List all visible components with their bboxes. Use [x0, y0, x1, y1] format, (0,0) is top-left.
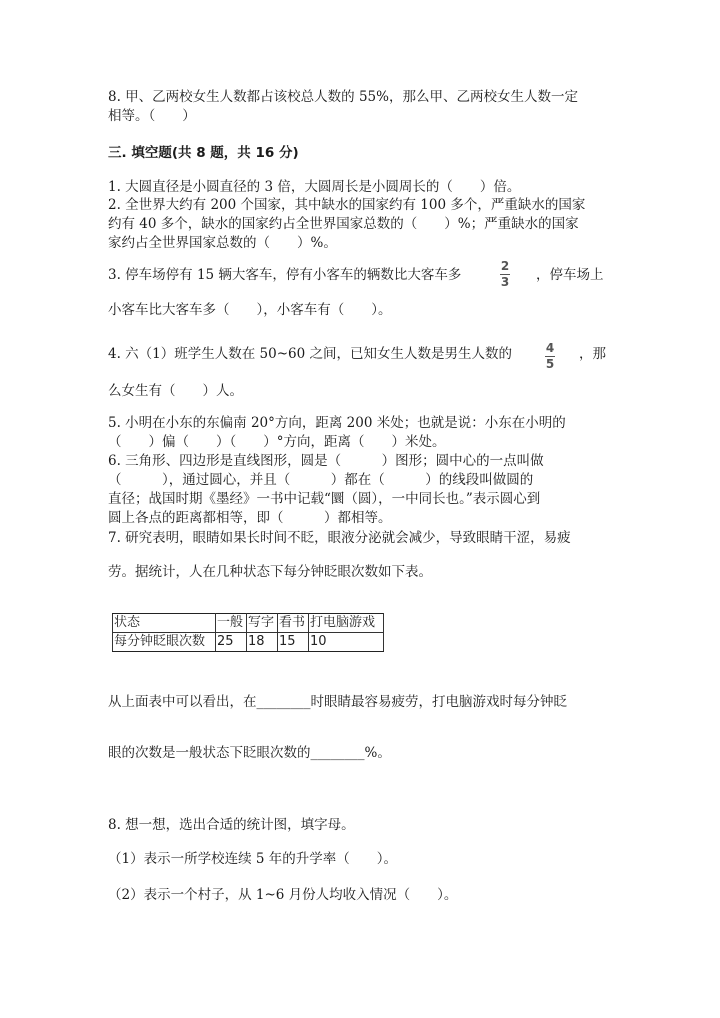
prev-q8-line-2: 相等。（ ）	[108, 108, 196, 124]
fill-q6-line-3: 直径；战国时期《墨经》一书中记载“圜（圆），一中同长也。”表示圆心到	[108, 491, 541, 507]
fraction-denominator: 5	[545, 357, 555, 371]
fill-q4-line-1-tail: ，那	[579, 346, 606, 362]
q8-line-3: （2）表示一个村子，从 1~6 月份人均收入情况（ ）。	[108, 887, 458, 903]
blink-rate-table	[112, 613, 384, 652]
fill-q6-line-1: 6. 三角形、四边形是直线图形，圆是（ ）图形；圆中心的一点叫做	[108, 453, 544, 469]
fill-q4-line-1: 4. 六（1）班学生人数在 50~60 之间，已知女生人数是男生人数的	[108, 346, 513, 362]
q8-line-2: （1）表示一所学校连续 5 年的升学率（ ）。	[108, 851, 398, 867]
table-header-cell: 看书	[278, 614, 309, 633]
table-header-cell: 写字	[247, 614, 278, 633]
fill-q7-line-1: 7. 研究表明，眼睛如果长时间不眨，眼液分泌就会减少，导致眼睛干涩，易疲	[108, 530, 571, 546]
fill-q3-line-1: 3. 停车场停有 15 辆大客车，停有小客车的辆数比大客车多	[108, 267, 462, 283]
fraction-denominator: 3	[500, 275, 510, 289]
table-cell: 15	[278, 633, 309, 652]
fill-q5-line-1: 5. 小明在小东的东偏南 20°方向，距离 200 米处；也就是说：小东在小明的	[108, 415, 566, 431]
fill-q2-line-2: 约有 40 多个，缺水的国家约占全世界国家总数的（ ）%；严重缺水的国家	[108, 216, 579, 232]
fraction-numerator: 4	[545, 341, 555, 355]
followup-line-2: 眼的次数是一般状态下眨眼次数的________%。	[108, 745, 391, 761]
table-header-cell: 打电脑游戏	[309, 614, 384, 633]
fill-q1: 1. 大圆直径是小圆直径的 3 倍，大圆周长是小圆周长的（ ）倍。	[108, 179, 521, 195]
section-heading: 三. 填空题(共 8 题，共 16 分)	[108, 145, 299, 161]
table-header-row	[113, 614, 384, 633]
fill-q3-line-2: 小客车比大客车多（ ），小客车有（ ）。	[108, 302, 392, 318]
table-cell: 每分钟眨眼次数	[113, 633, 216, 652]
q8-line-1: 8. 想一想，选出合适的统计图，填字母。	[108, 817, 355, 833]
fill-q2-line-3: 家约占全世界国家总数的（ ）%。	[108, 235, 337, 251]
table-header-cell: 状态	[113, 614, 216, 633]
table-header-cell: 一般	[216, 614, 247, 633]
table-row	[113, 633, 384, 652]
table-cell: 25	[216, 633, 247, 652]
fill-q6-line-4: 圆上各点的距离都相等，即（ ）都相等。	[108, 510, 392, 526]
table-cell: 10	[309, 633, 384, 652]
fraction-two-thirds	[500, 260, 510, 289]
fraction-numerator: 2	[500, 259, 510, 273]
fraction-four-fifths	[545, 342, 555, 371]
fill-q6-line-2: （ ），通过圆心，并且（ ）都在（ ）的线段叫做圆的	[108, 472, 534, 488]
fill-q3-line-1-tail: ，停车场上	[536, 267, 604, 283]
fill-q5-line-2: （ ）偏（ ）（ ）°方向，距离（ ）米处。	[108, 434, 446, 450]
prev-q8-line-1: 8. 甲、乙两校女生人数都占该校总人数的 55%，那么甲、乙两校女生人数一定	[108, 89, 578, 105]
table-cell: 18	[247, 633, 278, 652]
fill-q4-line-2: 么女生有（ ）人。	[108, 383, 243, 399]
fill-q7-line-2: 劳。据统计，人在几种状态下每分钟眨眼次数如下表。	[108, 564, 432, 580]
followup-line-1: 从上面表中可以看出，在________时眼睛最容易疲劳，打电脑游戏时每分钟眨	[108, 694, 567, 710]
fill-q2-line-1: 2. 全世界大约有 200 个国家，其中缺水的国家约有 100 多个，严重缺水的国家	[108, 197, 586, 213]
